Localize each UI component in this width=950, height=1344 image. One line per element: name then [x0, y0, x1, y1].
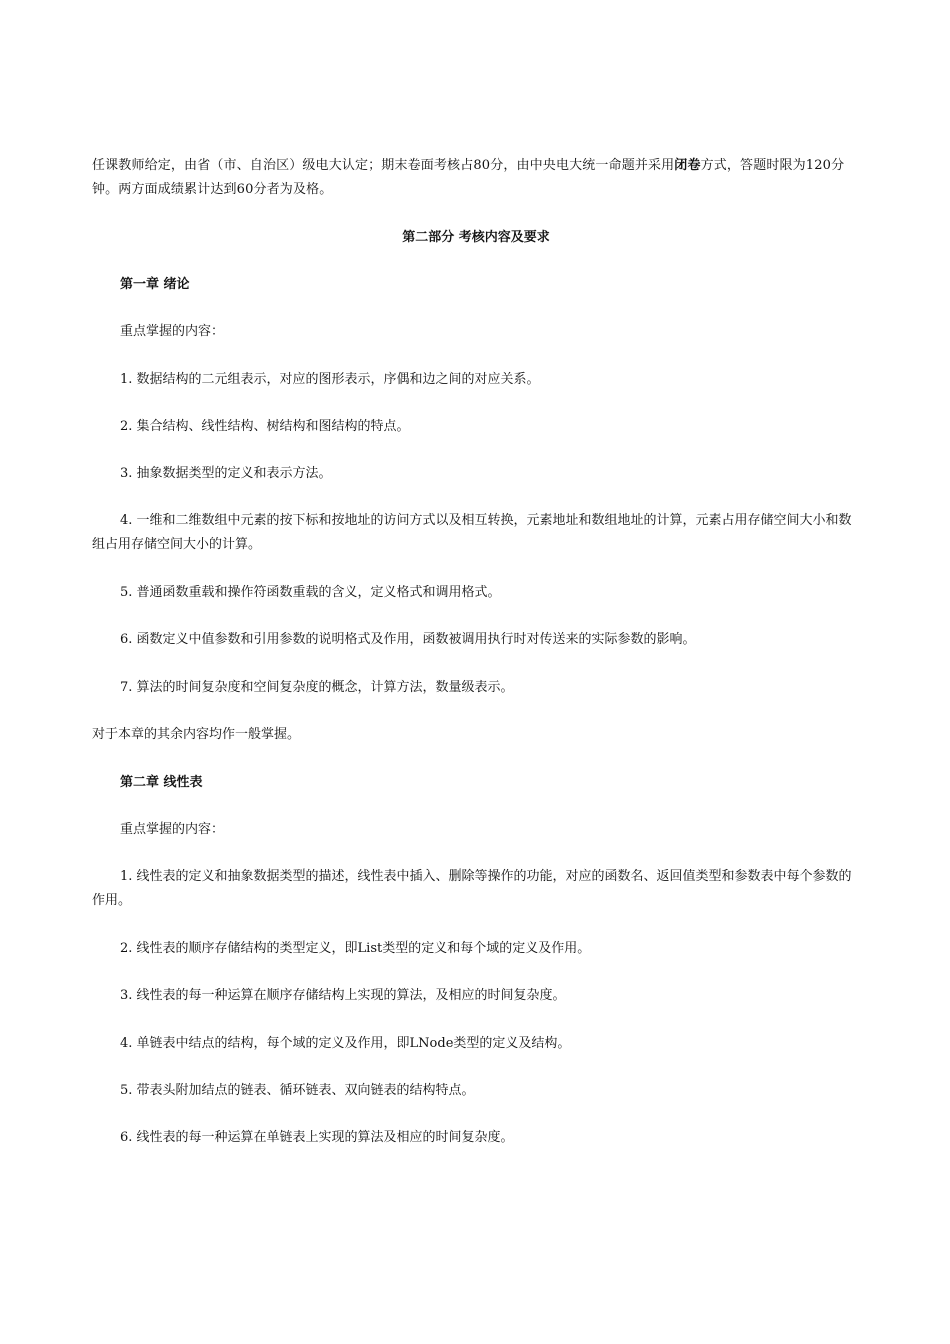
chapter2-item: 5. 带表头附加结点的链表、循环链表、双向链表的结构特点。 [120, 1083, 475, 1098]
chapter2-item: 4. 单链表中结点的结构，每个域的定义及作用，即LNode类型的定义及结构。 [120, 1036, 571, 1051]
chapter2-item: 1. 线性表的定义和抽象数据类型的描述，线性表中插入、删除等操作的功能，对应的函数名、返回值类型和参数表中每个参数的作用。 [92, 869, 852, 908]
chapter1-heading: 第一章 绪论 [120, 277, 190, 292]
chapter1-item: 5. 普通函数重载和操作符函数重载的含义，定义格式和调用格式。 [120, 585, 501, 600]
chapter2-item: 2. 线性表的顺序存储结构的类型定义，即List类型的定义和每个域的定义及作用。 [120, 941, 591, 956]
intro-emphasis: 闭卷 [674, 158, 701, 173]
chapter1-item: 6. 函数定义中值参数和引用参数的说明格式及作用，函数被调用执行时对传送来的实际参数的影响。 [120, 632, 696, 647]
chapter2-key-label: 重点掌握的内容： [120, 822, 225, 837]
chapter1-item: 3. 抽象数据类型的定义和表示方法。 [120, 466, 332, 481]
chapter1-note: 对于本章的其余内容均作一般掌握。 [92, 727, 301, 742]
chapter1-item: 2. 集合结构、线性结构、树结构和图结构的特点。 [120, 419, 410, 434]
intro-paragraph [92, 154, 860, 202]
chapter2-item: 3. 线性表的每一种运算在顺序存储结构上实现的算法，及相应的时间复杂度。 [120, 988, 566, 1003]
intro-text-part2: 方式，答题时限为120分钟。两方面成绩累计达到60分者为及格。 [92, 158, 845, 197]
chapter2-item: 6. 线性表的每一种运算在单链表上实现的算法及相应的时间复杂度。 [120, 1130, 514, 1145]
chapter1-item: 4. 一维和二维数组中元素的按下标和按地址的访问方式以及相互转换，元素地址和数组地址的计算，元素占用存储空间大小和数组占用存储空间大小的计算。 [92, 513, 852, 552]
chapter1-key-label: 重点掌握的内容： [120, 324, 225, 339]
intro-text-part1: 任课教师给定，由省（市、自治区）级电大认定；期末卷面考核占80分，由中央电大统一命题并采用 [92, 158, 675, 173]
section-title: 第二部分 考核内容及要求 [402, 230, 550, 245]
chapter1-item: 7. 算法的时间复杂度和空间复杂度的概念，计算方法，数量级表示。 [120, 680, 514, 695]
chapter1-item: 1. 数据结构的二元组表示，对应的图形表示，序偶和边之间的对应关系。 [120, 372, 540, 387]
chapter2-heading: 第二章 线性表 [120, 775, 203, 790]
